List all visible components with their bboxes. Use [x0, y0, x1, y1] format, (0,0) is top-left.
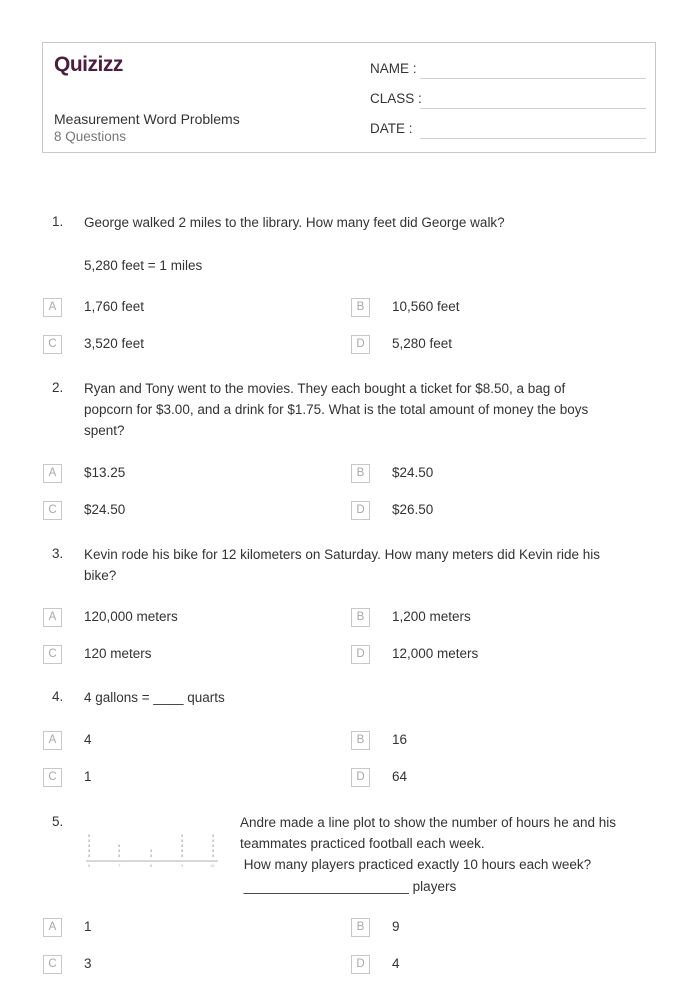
option-d-text: 5,280 feet [392, 336, 453, 351]
svg-text:x: x [118, 853, 121, 858]
option-d-text: 64 [392, 769, 408, 784]
svg-text:x: x [88, 843, 91, 848]
date-field[interactable] [420, 138, 646, 139]
question-3-line-2: bike? [84, 568, 117, 583]
svg-text:x: x [181, 838, 184, 843]
svg-text:x: x [150, 848, 153, 853]
class-label: CLASS : [370, 91, 422, 106]
option-b-text: 16 [392, 732, 408, 747]
option-d-box[interactable]: D [351, 955, 370, 974]
worksheet-title: Measurement Word Problems [54, 111, 240, 127]
option-d-text: 12,000 meters [392, 646, 479, 661]
option-d-text: 4 [392, 956, 400, 971]
name-field[interactable] [420, 78, 646, 79]
svg-text:10: 10 [210, 864, 215, 868]
option-a-text: 1,760 feet [84, 299, 145, 314]
svg-text:x: x [212, 843, 215, 848]
question-2-line-1: Ryan and Tony went to the movies. They each bought a ticket for $8.50, a bag of [84, 381, 566, 396]
svg-text:x: x [118, 843, 121, 848]
option-d-box[interactable]: D [351, 645, 370, 664]
svg-text:x: x [118, 848, 121, 853]
question-4-number: 4. [52, 689, 64, 704]
question-5-line-4: ______________________ players [240, 879, 457, 894]
question-3-number: 3. [52, 546, 64, 561]
option-c-text: 120 meters [84, 646, 152, 661]
question-2-line-3: spent? [84, 423, 125, 438]
option-b-box[interactable]: B [351, 464, 370, 483]
option-b-text: $24.50 [392, 465, 434, 480]
option-a-text: $13.25 [84, 465, 126, 480]
option-a-text: 1 [84, 919, 92, 934]
option-c-box[interactable]: C [43, 768, 62, 787]
option-d-text: $26.50 [392, 502, 434, 517]
svg-text:x: x [181, 843, 184, 848]
svg-text:x: x [88, 848, 91, 853]
option-b-box[interactable]: B [351, 731, 370, 750]
question-1-number: 1. [52, 214, 64, 229]
question-5-number: 5. [52, 814, 64, 829]
option-c-text: 3,520 feet [84, 336, 145, 351]
svg-text:9: 9 [181, 864, 184, 868]
question-1-text: George walked 2 miles to the library. How many feet did George walk? [84, 215, 505, 230]
question-1-extra: 5,280 feet = 1 miles [84, 258, 203, 273]
svg-text:x: x [181, 848, 184, 853]
option-b-box[interactable]: B [351, 298, 370, 317]
date-label: DATE : [370, 121, 413, 136]
option-d-box[interactable]: D [351, 335, 370, 354]
option-b-box[interactable]: B [351, 918, 370, 937]
svg-text:x: x [88, 833, 91, 838]
question-2-line-2: popcorn for $3.00, and a drink for $1.75. What is the total amount of money the boys [84, 402, 589, 417]
option-a-text: 120,000 meters [84, 609, 178, 624]
svg-text:x: x [181, 853, 184, 858]
svg-text:6: 6 [88, 864, 91, 868]
svg-text:x: x [212, 833, 215, 838]
question-count: 8 Questions [54, 129, 127, 144]
option-c-text: 1 [84, 769, 92, 784]
option-c-text: 3 [84, 956, 92, 971]
option-c-box[interactable]: C [43, 645, 62, 664]
question-5-line-2: teammates practiced football each week. [240, 836, 485, 851]
svg-text:x: x [88, 838, 91, 843]
question-2-number: 2. [52, 380, 64, 395]
svg-text:x: x [181, 833, 184, 838]
option-c-box[interactable]: C [43, 501, 62, 520]
question-5-line-1: Andre made a line plot to show the number of hours he and his [240, 815, 616, 830]
svg-text:x: x [88, 853, 91, 858]
option-c-box[interactable]: C [43, 955, 62, 974]
option-c-text: $24.50 [84, 502, 126, 517]
svg-text:7: 7 [118, 864, 121, 868]
option-a-box[interactable]: A [43, 731, 62, 750]
option-b-text: 1,200 meters [392, 609, 471, 624]
option-a-text: 4 [84, 732, 92, 747]
option-d-box[interactable]: D [351, 501, 370, 520]
option-b-box[interactable]: B [351, 608, 370, 627]
question-5-line-3: How many players practiced exactly 10 hours each week? [240, 857, 592, 872]
svg-text:x: x [212, 838, 215, 843]
name-label: NAME : [370, 61, 417, 76]
option-c-box[interactable]: C [43, 335, 62, 354]
option-a-box[interactable]: A [43, 918, 62, 937]
question-4-text: 4 gallons = ____ quarts [84, 690, 225, 705]
question-3-line-1: Kevin rode his bike for 12 kilometers on Saturday. How many meters did Kevin ride his [84, 547, 600, 562]
option-a-box[interactable]: A [43, 298, 62, 317]
worksheet-header [42, 42, 656, 153]
svg-text:8: 8 [150, 864, 153, 868]
option-d-box[interactable]: D [351, 768, 370, 787]
line-plot-image [84, 831, 224, 871]
svg-text:x: x [212, 848, 215, 853]
option-b-text: 10,560 feet [392, 299, 460, 314]
svg-text:x: x [150, 853, 153, 858]
svg-text:x: x [212, 853, 215, 858]
option-b-text: 9 [392, 919, 400, 934]
class-field[interactable] [420, 108, 646, 109]
quizizz-logo: Quizizz [54, 53, 123, 76]
option-a-box[interactable]: A [43, 608, 62, 627]
option-a-box[interactable]: A [43, 464, 62, 483]
